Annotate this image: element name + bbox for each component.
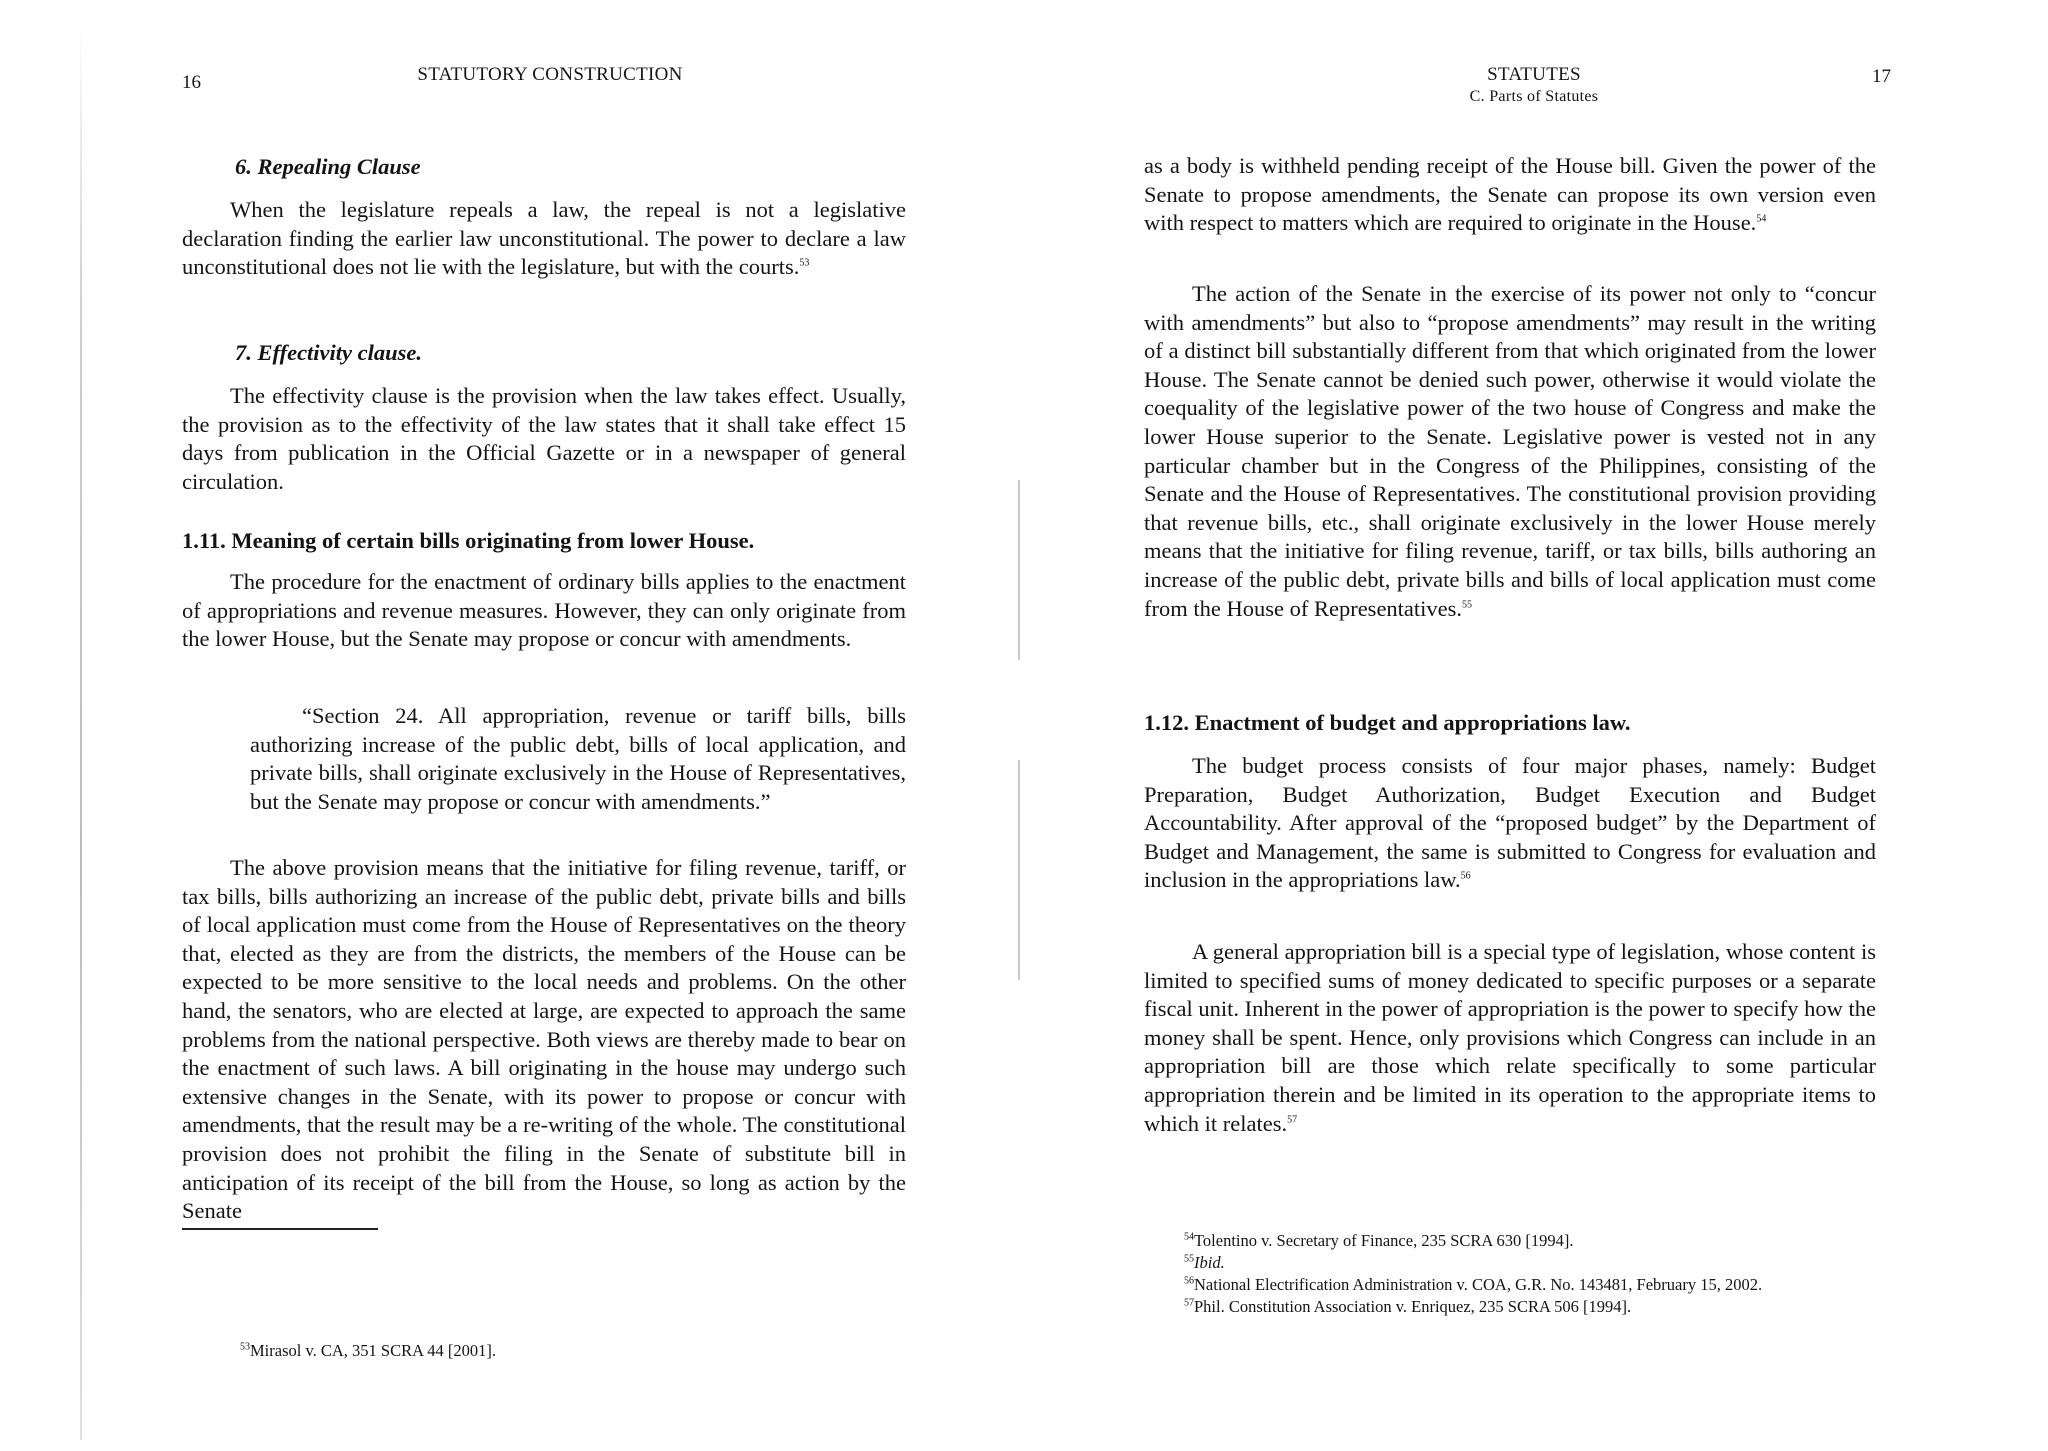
footnote-ref: 55: [1462, 599, 1473, 611]
paragraph-repealing: [182, 196, 906, 282]
footnote-54: $^{54}$Tolentino v. Secretary of Finance, 235 SCRA 630 [1994].: [1184, 1231, 1574, 1250]
paragraph-meaning: The procedure for the enactment of ordinary bills applies to the enactment of appropriations and revenue measures. However, they can only originate from the lower House, but the Senate may propose or concur with amendments.: [182, 569, 906, 652]
footnote-ref: 54: [1756, 213, 1767, 225]
paragraph-effectivity: The effectivity clause is the provision when the law takes effect. Usually, the provision as to the effectivity of the law states that it shall take effect 15 days from publication in the Official Gazette or in a newspaper of general circulation.: [182, 383, 906, 494]
footnote-53: $^{53}$Mirasol v. CA, 351 SCRA 44 [2001].: [240, 1341, 496, 1360]
footnote-55: $^{55}$Ibid.: [1184, 1253, 1225, 1272]
paragraph-budget-process: The budget process consists of four major phases, namely: Budget Preparation, Budget Authorization, Budget Execution and Budget Accountability. After approval of the “proposed budget” by the Department of Budget and Management, the same is submitted to Congress for evaluation and inclusion in the appropriations law.$^{56}$: [1144, 753, 1876, 893]
paragraph-senate-action: The action of the Senate in the exercise of its power not only to “concur with amendments” but also to “propose amendments” may result in the writing of a distinct bill substantially different from that which originated from the lower House. The Senate cannot be denied such power, otherwise it would violate the coequality of the legislative power of the two house of Congress and make the lower House superior to the Senate. Legislative power is vested not in any particular chamber but in the Congress of the Philippines, consisting of the Senate and the House of Representatives. The constitutional provision providing that revenue bills, etc., shall originate exclusively in the lower House merely means that the initiative for filing revenue, tariff, or tax bills, bills authoring an increase of the public debt, private bills and bills of local application must come from the House of Representatives.$^{55}$: [1144, 281, 1876, 621]
footnote-56: $^{56}$National Electrification Administration v. COA, G.R. No. 143481, February 15, 2002.: [1184, 1275, 1763, 1294]
paragraph-text: When the legislature repeals a law, the repeal is not a legislative declaration finding the earlier law unconstitutional. The power to declare a law unconstitutional does not lie with the legislature, but with the courts.: [182, 197, 906, 280]
footnote-57: $^{57}$Phil. Constitution Association v. Enriquez, 235 SCRA 506 [1994].: [1184, 1297, 1632, 1316]
page-number: 16: [182, 72, 201, 93]
section-heading-budget: 1.12. Enactment of budget and appropriations law.: [1144, 710, 1631, 735]
running-head: STATUTORY CONSTRUCTION: [417, 64, 683, 85]
footnote-ref: 56: [1460, 870, 1471, 882]
block-quote-section-24: “Section 24. All appropriation, revenue or tariff bills, bills authorizing increase of the public debt, bills of local application, and private bills, shall originate exclusively in the House of Representatives, but the Senate may propose or concur with amendments.”: [250, 703, 906, 814]
page-edge-shadow: [80, 20, 82, 1440]
paragraph-above-provision: The above provision means that the initiative for filing revenue, tariff, or tax bills, bills authorizing an increase of the public debt, private bills and bills of local application must come from the House of Representatives on the theory that, elected as they are from the districts, the members of the House can be expected to be more sensitive to the local needs and problems. On the other hand, the senators, who are elected at large, are expected to approach the same problems from the national perspective. Both views are thereby made to bear on the enactment of such laws. A bill originating in the house may undergo such extensive changes in the Senate, with its power to propose or concur with amendments, that the result may be a re-writing of the whole. The constitutional provision does not prohibit the filing in the Senate of substitute bill in anticipation of its receipt of the bill from the House, so long as action by the Senate: [182, 855, 906, 1224]
footnotes: [1144, 1230, 1876, 1318]
footnote-ref: 53: [799, 257, 810, 269]
running-subhead: C. Parts of Statutes: [1469, 88, 1599, 105]
gutter-mark: [1018, 760, 1020, 980]
page-number: 17: [1872, 66, 1891, 87]
right-page: [1024, 0, 2048, 1451]
section-heading-effectivity: 7. Effectivity clause.: [235, 340, 423, 365]
running-head: STATUTES C. Parts of Statutes: [1394, 64, 1674, 106]
paragraph-appropriation-bill: A general appropriation bill is a special type of legislation, whose content is limited to specified sums of money dedicated to specific purposes or a separate fiscal unit. Inherent in the power of appropriation is the power to specify how the money shall be spent. Hence, only provisions which Congress can include in an appropriation bill are those which relate specifically to some particular appropriation therein and be limited in its operation to the appropriate items to which it relates.$^{57}$: [1144, 939, 1876, 1136]
paragraph-withheld: as a body is withheld pending receipt of the House bill. Given the power of the Senate to propose amendments, the Senate can propose its own version even with respect to matters which are required to originate in the House.$^{54}$: [1144, 153, 1876, 236]
section-heading-repealing: 6. Repealing Clause: [235, 154, 421, 179]
footnote-ref: 57: [1287, 1114, 1298, 1126]
gutter-mark: [1018, 480, 1020, 660]
section-heading-meaning: 1.11. Meaning of certain bills originating from lower House.: [182, 528, 755, 553]
pen-underline: [182, 1228, 378, 1230]
